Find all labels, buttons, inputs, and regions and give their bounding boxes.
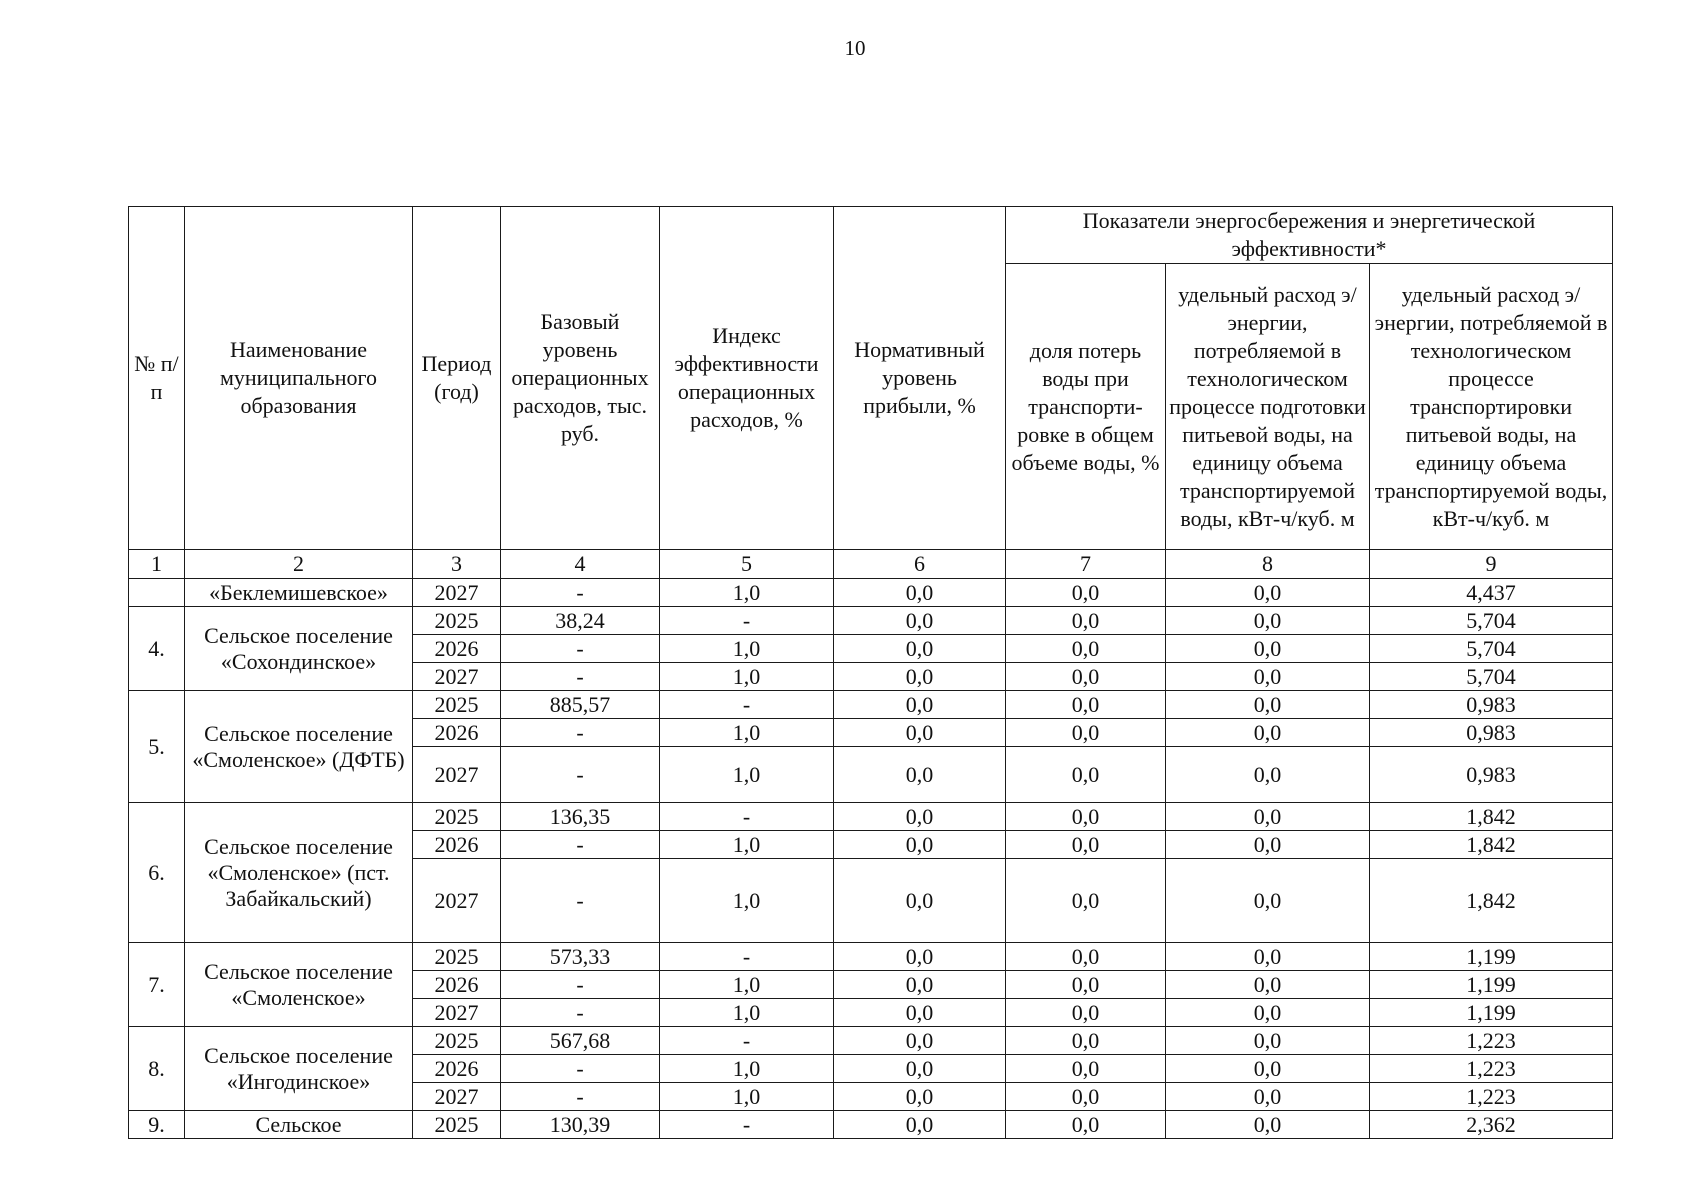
table-header xyxy=(129,207,1613,579)
cell-c9: 0,983 xyxy=(1370,691,1613,719)
cell-index: 1,0 xyxy=(660,999,834,1027)
cell-c8: 0,0 xyxy=(1166,1111,1370,1139)
cell-c7: 0,0 xyxy=(1006,663,1166,691)
cell-year: 2027 xyxy=(413,663,501,691)
cell-year: 2027 xyxy=(413,1083,501,1111)
cell-c7: 0,0 xyxy=(1006,747,1166,803)
cell-base: 38,24 xyxy=(501,607,660,635)
cell-year: 2025 xyxy=(413,1027,501,1055)
column-number: 2 xyxy=(185,550,413,579)
cell-c9: 1,842 xyxy=(1370,859,1613,943)
cell-c9: 1,223 xyxy=(1370,1083,1613,1111)
cell-index: - xyxy=(660,803,834,831)
cell-profit: 0,0 xyxy=(834,971,1006,999)
cell-base: - xyxy=(501,971,660,999)
cell-c8: 0,0 xyxy=(1166,719,1370,747)
cell-base: 885,57 xyxy=(501,691,660,719)
header-period: Период (год) xyxy=(413,207,501,550)
column-number: 6 xyxy=(834,550,1006,579)
cell-c7: 0,0 xyxy=(1006,691,1166,719)
cell-base: - xyxy=(501,663,660,691)
cell-year: 2027 xyxy=(413,579,501,607)
cell-profit: 0,0 xyxy=(834,1111,1006,1139)
table-body xyxy=(129,579,1613,1139)
cell-index: - xyxy=(660,607,834,635)
table-row xyxy=(129,579,1613,607)
table-row xyxy=(129,803,1613,831)
cell-base: - xyxy=(501,579,660,607)
cell-c7: 0,0 xyxy=(1006,1055,1166,1083)
cell-year: 2027 xyxy=(413,747,501,803)
municipality-name: Сельское xyxy=(185,1111,413,1139)
cell-base: - xyxy=(501,719,660,747)
cell-profit: 0,0 xyxy=(834,719,1006,747)
cell-c7: 0,0 xyxy=(1006,579,1166,607)
cell-c8: 0,0 xyxy=(1166,971,1370,999)
cell-index: - xyxy=(660,691,834,719)
row-number xyxy=(129,579,185,607)
cell-profit: 0,0 xyxy=(834,1083,1006,1111)
cell-index: 1,0 xyxy=(660,663,834,691)
table-row xyxy=(129,1027,1613,1055)
column-number: 5 xyxy=(660,550,834,579)
cell-c8: 0,0 xyxy=(1166,579,1370,607)
cell-base: - xyxy=(501,635,660,663)
municipality-name: Сельское поселение «Смоленское» xyxy=(185,943,413,1027)
cell-c8: 0,0 xyxy=(1166,1083,1370,1111)
cell-base: - xyxy=(501,1055,660,1083)
table-row xyxy=(129,943,1613,971)
cell-c9: 1,223 xyxy=(1370,1027,1613,1055)
table-row xyxy=(129,691,1613,719)
row-number: 7. xyxy=(129,943,185,1027)
cell-profit: 0,0 xyxy=(834,859,1006,943)
cell-c8: 0,0 xyxy=(1166,607,1370,635)
cell-index: - xyxy=(660,1027,834,1055)
municipality-name: Сельское поселение «Смоленское» (ДФТБ) xyxy=(185,691,413,803)
table-row xyxy=(129,607,1613,635)
tariff-indicators-table xyxy=(128,206,1613,1139)
cell-year: 2026 xyxy=(413,1055,501,1083)
header-water-loss: доля потерь воды при транспорти-ровке в общем объеме воды, % xyxy=(1006,264,1166,550)
cell-c9: 1,199 xyxy=(1370,999,1613,1027)
header-profit-level: Нормативный уровень прибыли, % xyxy=(834,207,1006,550)
cell-profit: 0,0 xyxy=(834,635,1006,663)
cell-profit: 0,0 xyxy=(834,943,1006,971)
header-energy-group: Показатели энергосбережения и энергетической эффективности* xyxy=(1006,207,1613,264)
cell-index: 1,0 xyxy=(660,971,834,999)
cell-index: 1,0 xyxy=(660,859,834,943)
cell-profit: 0,0 xyxy=(834,691,1006,719)
cell-year: 2027 xyxy=(413,999,501,1027)
cell-c8: 0,0 xyxy=(1166,747,1370,803)
row-number: 8. xyxy=(129,1027,185,1111)
cell-c9: 0,983 xyxy=(1370,747,1613,803)
cell-index: 1,0 xyxy=(660,1055,834,1083)
cell-year: 2025 xyxy=(413,691,501,719)
cell-c8: 0,0 xyxy=(1166,1027,1370,1055)
cell-c7: 0,0 xyxy=(1006,859,1166,943)
cell-year: 2025 xyxy=(413,607,501,635)
cell-profit: 0,0 xyxy=(834,607,1006,635)
cell-base: - xyxy=(501,747,660,803)
municipality-name: Сельское поселение «Сохондинское» xyxy=(185,607,413,691)
header-num: № п/п xyxy=(129,207,185,550)
cell-c8: 0,0 xyxy=(1166,803,1370,831)
cell-c7: 0,0 xyxy=(1006,607,1166,635)
column-number: 4 xyxy=(501,550,660,579)
header-opex-index: Индекс эффективности операционных расходов, % xyxy=(660,207,834,550)
cell-profit: 0,0 xyxy=(834,999,1006,1027)
cell-profit: 0,0 xyxy=(834,803,1006,831)
municipality-name: Сельское поселение «Ингодинское» xyxy=(185,1027,413,1111)
cell-profit: 0,0 xyxy=(834,747,1006,803)
cell-base: 136,35 xyxy=(501,803,660,831)
cell-c9: 1,842 xyxy=(1370,803,1613,831)
cell-c9: 5,704 xyxy=(1370,663,1613,691)
cell-base: 573,33 xyxy=(501,943,660,971)
cell-c7: 0,0 xyxy=(1006,1111,1166,1139)
cell-index: - xyxy=(660,1111,834,1139)
table-row xyxy=(129,1111,1613,1139)
cell-base: - xyxy=(501,999,660,1027)
cell-c8: 0,0 xyxy=(1166,635,1370,663)
cell-profit: 0,0 xyxy=(834,1055,1006,1083)
cell-c8: 0,0 xyxy=(1166,859,1370,943)
header-name: Наименование муниципального образования xyxy=(185,207,413,550)
row-number: 6. xyxy=(129,803,185,943)
cell-c7: 0,0 xyxy=(1006,943,1166,971)
cell-base: - xyxy=(501,831,660,859)
cell-index: 1,0 xyxy=(660,579,834,607)
cell-base: - xyxy=(501,1083,660,1111)
cell-c7: 0,0 xyxy=(1006,971,1166,999)
cell-index: 1,0 xyxy=(660,1083,834,1111)
cell-c7: 0,0 xyxy=(1006,1083,1166,1111)
cell-year: 2026 xyxy=(413,831,501,859)
cell-c9: 1,842 xyxy=(1370,831,1613,859)
cell-year: 2026 xyxy=(413,971,501,999)
cell-profit: 0,0 xyxy=(834,579,1006,607)
cell-c9: 5,704 xyxy=(1370,607,1613,635)
municipality-name: Сельское поселение «Смоленское» (пст. Забайкальский) xyxy=(185,803,413,943)
cell-index: - xyxy=(660,943,834,971)
row-number: 5. xyxy=(129,691,185,803)
column-number: 1 xyxy=(129,550,185,579)
cell-c7: 0,0 xyxy=(1006,803,1166,831)
row-number: 4. xyxy=(129,607,185,691)
cell-profit: 0,0 xyxy=(834,831,1006,859)
cell-c8: 0,0 xyxy=(1166,831,1370,859)
cell-c9: 0,983 xyxy=(1370,719,1613,747)
cell-base: 130,39 xyxy=(501,1111,660,1139)
cell-year: 2025 xyxy=(413,1111,501,1139)
header-energy-preparation: удельный расход э/энергии, потребляемой в технологическом процессе подготовки питьевой воды, на единицу объема транспортируемой воды, кВт-ч/куб. м xyxy=(1166,264,1370,550)
column-number: 7 xyxy=(1006,550,1166,579)
cell-c7: 0,0 xyxy=(1006,999,1166,1027)
cell-year: 2027 xyxy=(413,859,501,943)
cell-year: 2026 xyxy=(413,635,501,663)
cell-c9: 5,704 xyxy=(1370,635,1613,663)
cell-c8: 0,0 xyxy=(1166,1055,1370,1083)
cell-base: - xyxy=(501,859,660,943)
cell-c7: 0,0 xyxy=(1006,831,1166,859)
cell-c9: 4,437 xyxy=(1370,579,1613,607)
column-number: 8 xyxy=(1166,550,1370,579)
cell-c8: 0,0 xyxy=(1166,691,1370,719)
municipality-name: «Беклемишевское» xyxy=(185,579,413,607)
cell-c9: 1,199 xyxy=(1370,943,1613,971)
cell-c8: 0,0 xyxy=(1166,943,1370,971)
cell-c9: 1,223 xyxy=(1370,1055,1613,1083)
column-numbers-row xyxy=(129,550,1613,579)
cell-year: 2025 xyxy=(413,803,501,831)
header-base-opex: Базовый уровень операционных расходов, тыс. руб. xyxy=(501,207,660,550)
cell-index: 1,0 xyxy=(660,635,834,663)
cell-c9: 1,199 xyxy=(1370,971,1613,999)
header-energy-transport: удельный расход э/энергии, потребляемой в технологическом процессе транспортировки питьевой воды, на единицу объема транспортируемой воды, кВт-ч/куб. м xyxy=(1370,264,1613,550)
cell-c7: 0,0 xyxy=(1006,719,1166,747)
cell-index: 1,0 xyxy=(660,719,834,747)
cell-profit: 0,0 xyxy=(834,1027,1006,1055)
cell-base: 567,68 xyxy=(501,1027,660,1055)
cell-profit: 0,0 xyxy=(834,663,1006,691)
cell-index: 1,0 xyxy=(660,831,834,859)
cell-year: 2025 xyxy=(413,943,501,971)
cell-c7: 0,0 xyxy=(1006,635,1166,663)
cell-index: 1,0 xyxy=(660,747,834,803)
cell-c7: 0,0 xyxy=(1006,1027,1166,1055)
cell-c8: 0,0 xyxy=(1166,999,1370,1027)
column-number: 9 xyxy=(1370,550,1613,579)
page-number: 10 xyxy=(844,36,866,60)
row-number: 9. xyxy=(129,1111,185,1139)
column-number: 3 xyxy=(413,550,501,579)
cell-c8: 0,0 xyxy=(1166,663,1370,691)
cell-c9: 2,362 xyxy=(1370,1111,1613,1139)
cell-year: 2026 xyxy=(413,719,501,747)
